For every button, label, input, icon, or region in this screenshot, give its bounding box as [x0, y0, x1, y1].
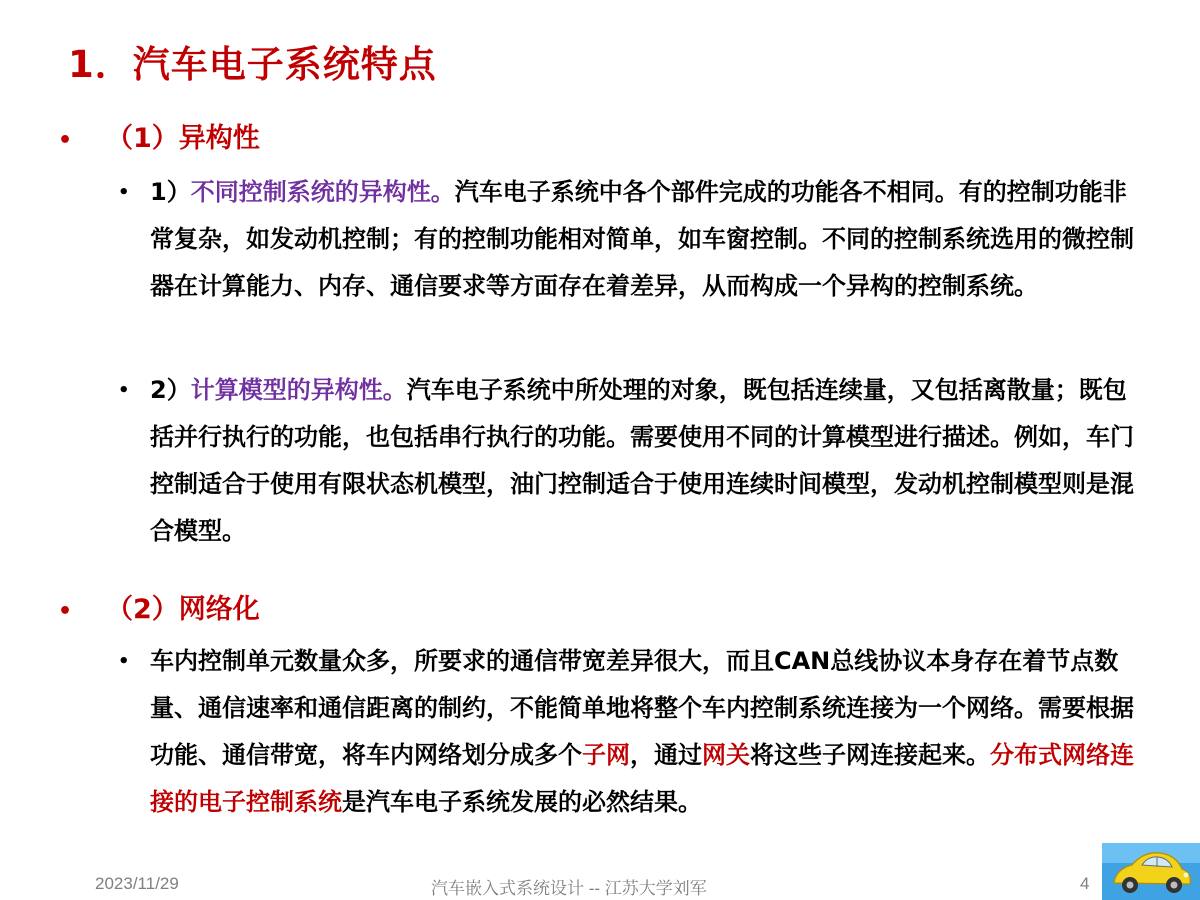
- section-heading-heterogeneity: [58, 116, 260, 155]
- item-body: 汽车电子系统中所处理的对象，既包括连续量，又包括离散量；既包括并行执行的功能，也包括串行执行的功能。需要使用不同的计算模型进行描述。例如，车门控制适合于使用有限状态机模型，油门控制适合于使用连续时间模型，发动机控制模型则是混合模型。: [150, 376, 1134, 545]
- item-text: [118, 638, 1148, 826]
- section-label: （2）网络化: [106, 594, 260, 625]
- item-highlight-red: 子网: [582, 741, 630, 769]
- item-highlight-red: 网关: [702, 741, 750, 769]
- item-lead: 1）: [150, 178, 191, 206]
- item-highlight-red: 分布式网络连接的电子控制系统: [150, 741, 1134, 816]
- list-item: [118, 638, 1148, 826]
- item-text: [118, 367, 1148, 555]
- list-item: [118, 169, 1148, 310]
- yellow-car-icon: [1102, 843, 1200, 900]
- item-lead: 2）: [150, 376, 191, 404]
- section-heading-networking: [58, 587, 260, 626]
- item-highlight: 不同控制系统的异构性。: [190, 178, 455, 206]
- footer-date: 2023/11/29: [95, 874, 179, 893]
- item-text-part: 车内控制单元数量众多，所要求的通信带宽差异很大，而且CAN总线协议本身存在着节点数量、通信速率和通信距离的制约，不能简单地将整个车内控制系统连接为一个网络。需要根据功能、通信带宽，将车内网络划分成多个: [150, 647, 1134, 769]
- item-highlight: 计算模型的异构性。: [190, 376, 407, 404]
- footer-center-text: 汽车嵌入式系统设计 -- 江苏大学刘军: [431, 879, 707, 898]
- slide-title: 1．汽车电子系统特点: [68, 43, 437, 86]
- item-text-part: 是汽车电子系统发展的必然结果。: [342, 788, 702, 816]
- item-text-part: 将这些子网连接起来。: [750, 741, 990, 769]
- bullet-dot: •: [58, 128, 73, 153]
- item-text: [118, 169, 1148, 310]
- bullet-dot: •: [118, 380, 130, 401]
- bullet-dot: •: [118, 651, 130, 672]
- footer-page-number: 4: [1080, 874, 1090, 893]
- item-body: 汽车电子系统中各个部件完成的功能各不相同。有的控制功能非常复杂，如发动机控制；有的控制功能相对简单，如车窗控制。不同的控制系统选用的微控制器在计算能力、内存、通信要求等方面存在着差异，从而构成一个异构的控制系统。: [150, 178, 1134, 300]
- section-label: （1）异构性: [106, 123, 260, 154]
- bullet-dot: •: [118, 182, 130, 203]
- bullet-dot: •: [58, 599, 73, 624]
- list-item: [118, 367, 1148, 555]
- item-text-part: ，通过: [630, 741, 702, 769]
